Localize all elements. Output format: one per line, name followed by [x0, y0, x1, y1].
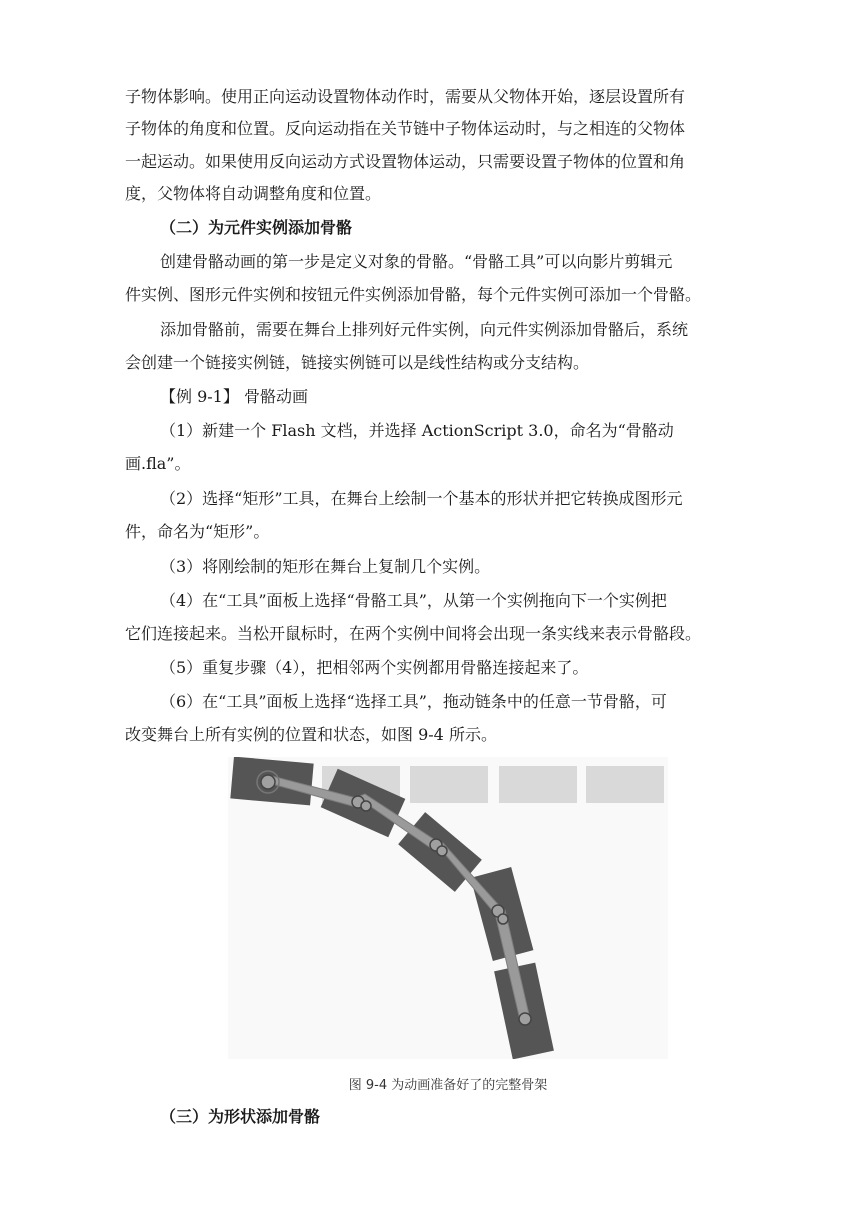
step-line: （3）将刚绘制的矩形在舞台上复制几个实例。	[160, 557, 491, 576]
body-text-line: 会创建一个链接实例链，链接实例链可以是线性结构或分支结构。	[125, 353, 590, 372]
ghost-rect	[410, 766, 488, 803]
section-heading: （二）为元件实例添加骨骼	[160, 218, 353, 237]
joint	[361, 801, 371, 811]
step-line: （6）在“工具”面板上选择“选择工具”，拖动链条中的任意一节骨骼，可	[160, 692, 667, 711]
body-text-line: 件实例、图形元件实例和按钮元件实例添加骨骼，每个元件实例可添加一个骨骼。	[125, 285, 702, 304]
body-text-line: 一起运动。如果使用反向运动方式设置物体运动，只需要设置子物体的位置和角	[125, 152, 686, 171]
step-line: （4）在“工具”面板上选择“骨骼工具”，从第一个实例拖向下一个实例把	[160, 591, 667, 610]
step-line: （1）新建一个 Flash 文档，并选择 ActionScript 3.0，命名为“骨骼动	[160, 421, 674, 440]
joint-end	[519, 1013, 531, 1025]
step-line: 画.fla”。	[125, 454, 191, 473]
example-label: 【例 9-1】 骨骼动画	[160, 387, 308, 406]
figure-caption: 图 9-4 为动画准备好了的完整骨架	[348, 1078, 548, 1093]
body-text-line: 子物体影响。使用正向运动设置物体动作时，需要从父物体开始，逐层设置所有	[125, 87, 686, 106]
body-text-line: 子物体的角度和位置。反向运动指在关节链中子物体运动时，与之相连的父物体	[125, 119, 686, 138]
body-text-line: 添加骨骼前，需要在舞台上排列好元件实例，向元件实例添加骨骼后，系统	[160, 320, 689, 339]
joint	[437, 846, 447, 856]
step-line: 件，命名为“矩形”。	[125, 522, 270, 541]
joint	[261, 775, 275, 789]
step-line: （2）选择“矩形”工具，在舞台上绘制一个基本的形状并把它转换成图形元	[160, 489, 683, 508]
body-text-line: 度，父物体将自动调整角度和位置。	[125, 184, 382, 203]
figure-bone-chain	[228, 757, 668, 1059]
joint	[498, 914, 508, 924]
step-line: 它们连接起来。当松开鼠标时，在两个实例中间将会出现一条实线来表示骨骼段。	[125, 624, 702, 643]
step-line: 改变舞台上所有实例的位置和状态，如图 9-4 所示。	[125, 725, 497, 744]
ghost-rect	[499, 766, 577, 803]
bone-chain-illustration	[228, 757, 668, 1059]
step-line: （5）重复步骤（4），把相邻两个实例都用骨骼连接起来了。	[160, 658, 589, 677]
ghost-rect	[586, 766, 664, 803]
body-text-line: 创建骨骼动画的第一步是定义对象的骨骼。“骨骼工具”可以向影片剪辑元	[160, 252, 673, 271]
section-heading: （三）为形状添加骨骼	[160, 1107, 321, 1126]
